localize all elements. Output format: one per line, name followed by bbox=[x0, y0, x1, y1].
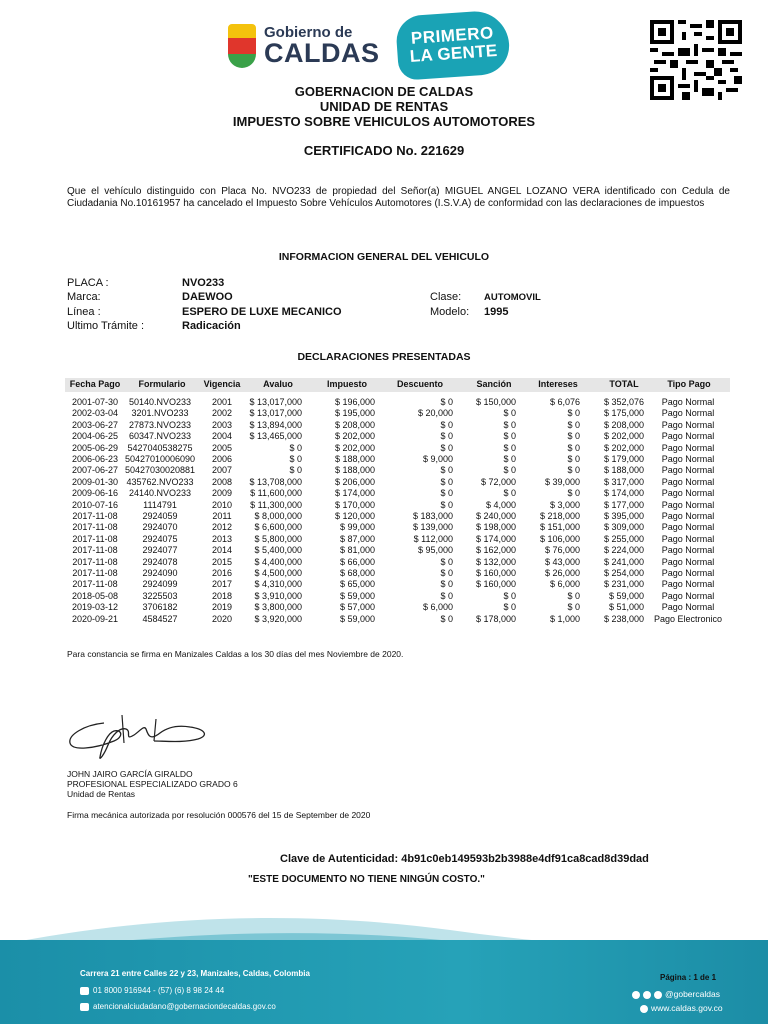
table-cell: 2002-03-04 bbox=[71, 408, 119, 419]
table-cell: $ 160,000 bbox=[475, 579, 516, 590]
table-header-cell: Fecha Pago bbox=[69, 379, 121, 389]
table-cell: Pago Normal bbox=[661, 511, 715, 521]
table-cell: Pago Normal bbox=[661, 499, 715, 510]
table-cell: 2012 bbox=[211, 522, 233, 533]
table-cell: $ 0 bbox=[567, 408, 580, 419]
table-cell: $ 4,400,000 bbox=[254, 556, 302, 567]
marca-value: DAEWOO bbox=[182, 291, 233, 303]
placa-label: PLACA : bbox=[67, 277, 109, 289]
table-cell: 2008 bbox=[211, 476, 233, 487]
table-cell: $ 208,000 bbox=[334, 419, 375, 430]
table-cell: 2924090 bbox=[142, 568, 178, 578]
table-cell: 2011 bbox=[212, 511, 232, 521]
clase-label: Clase: bbox=[430, 291, 462, 303]
table-cell: 2017-11-08 bbox=[72, 545, 118, 556]
table-header-cell: Descuento bbox=[396, 379, 443, 389]
table-cell: $ 162,000 bbox=[475, 545, 516, 556]
table-cell: 435762.NVO233 bbox=[126, 476, 194, 487]
table-cell: $ 99,000 bbox=[339, 522, 375, 533]
signer-block bbox=[67, 769, 238, 799]
table-cell: 2014 bbox=[211, 545, 233, 556]
table-cell: $ 188,000 bbox=[334, 465, 375, 476]
table-cell: $ 4,310,000 bbox=[254, 579, 302, 590]
table-cell: $ 65,000 bbox=[339, 579, 375, 590]
table-cell: 2010 bbox=[211, 499, 233, 510]
table-cell: Pago Normal bbox=[661, 590, 715, 601]
table-cell: 2017-11-08 bbox=[72, 568, 118, 578]
table-cell: 2020-09-21 bbox=[71, 613, 119, 624]
table-cell: $ 0 bbox=[440, 590, 453, 601]
linea-label: Línea : bbox=[67, 306, 101, 318]
table-cell: $ 1,000 bbox=[549, 613, 580, 624]
table-cell: 2017-11-08 bbox=[72, 533, 118, 544]
table-cell: $ 0 bbox=[503, 442, 516, 453]
table-cell: $ 66,000 bbox=[339, 556, 375, 567]
marca-label: Marca: bbox=[67, 291, 101, 303]
table-cell: $ 395,000 bbox=[603, 511, 644, 521]
table-cell: 2007-06-27 bbox=[71, 465, 119, 476]
table-cell: 2015 bbox=[211, 556, 233, 567]
signer-unit: Unidad de Rentas bbox=[67, 789, 136, 799]
table-cell: 2924070 bbox=[142, 522, 178, 533]
table-cell: $ 87,000 bbox=[339, 533, 375, 544]
signature-icon bbox=[64, 705, 224, 765]
table-cell: Pago Normal bbox=[661, 454, 715, 464]
logo-caldas-line2: CALDAS bbox=[264, 38, 380, 68]
facebook-icon[interactable] bbox=[643, 991, 651, 999]
table-cell: 2017-11-08 bbox=[72, 579, 118, 590]
table-cell: 2924059 bbox=[142, 511, 178, 521]
table-cell: 50140.NVO233 bbox=[128, 397, 192, 407]
table-cell: $ 0 bbox=[567, 419, 580, 430]
table-cell: $ 0 bbox=[503, 419, 516, 430]
table-cell: $ 177,000 bbox=[603, 499, 644, 510]
footer-web-text[interactable]: www.caldas.gov.co bbox=[651, 1003, 723, 1013]
table-cell: 2020 bbox=[211, 613, 233, 624]
table-cell: $ 202,000 bbox=[334, 431, 375, 442]
table-cell: Pago Normal bbox=[661, 397, 715, 407]
table-cell: $ 179,000 bbox=[603, 454, 644, 464]
table-cell: 2924078 bbox=[142, 556, 178, 567]
table-cell: $ 3,920,000 bbox=[254, 613, 302, 624]
tramite-value: Radicación bbox=[182, 320, 241, 332]
constancia-text: Para constancia se firma en Manizales Caldas a los 30 días del mes Noviembre de 2020. bbox=[67, 649, 404, 659]
table-cell: $ 195,000 bbox=[334, 408, 375, 419]
table-cell: 2001 bbox=[211, 397, 233, 407]
table-cell: Pago Normal bbox=[661, 533, 715, 544]
table-cell: 2017-11-08 bbox=[72, 556, 118, 567]
table-cell: $ 174,000 bbox=[334, 488, 375, 499]
table-cell: $ 0 bbox=[440, 442, 453, 453]
table-cell: $ 188,000 bbox=[603, 465, 644, 476]
table-cell: $ 352,076 bbox=[603, 397, 644, 407]
table-cell: $ 11,600,000 bbox=[250, 488, 302, 499]
title-gobernacion: GOBERNACION DE CALDAS bbox=[294, 84, 474, 99]
table-cell: $ 76,000 bbox=[544, 545, 580, 556]
table-cell: $ 0 bbox=[440, 579, 453, 590]
table-cell: $ 0 bbox=[567, 465, 580, 476]
table-cell: Pago Normal bbox=[661, 556, 715, 567]
table-cell: $ 208,000 bbox=[603, 419, 644, 430]
table-cell: $ 112,000 bbox=[413, 533, 453, 544]
signer-name: JOHN JAIRO GARCÍA GIRALDO bbox=[67, 769, 193, 779]
table-cell: $ 26,000 bbox=[544, 568, 580, 578]
table-header-cell: Impuesto bbox=[326, 379, 367, 389]
caldas-shield-icon bbox=[228, 24, 256, 68]
table-cell: 2005 bbox=[211, 442, 233, 453]
table-cell: $ 59,000 bbox=[339, 613, 375, 624]
table-cell: 2009-01-30 bbox=[71, 476, 119, 487]
certificado-number: CERTIFICADO No. 221629 bbox=[303, 143, 465, 158]
table-cell: $ 224,000 bbox=[603, 545, 644, 556]
table-cell: $ 6,000 bbox=[549, 579, 580, 590]
table-cell: $ 0 bbox=[503, 602, 516, 613]
logo-primero-line2: LA GENTE bbox=[409, 40, 499, 67]
table-cell: 2007 bbox=[211, 465, 233, 476]
table-cell: $ 72,000 bbox=[480, 476, 516, 487]
table-cell: $ 0 bbox=[440, 613, 453, 624]
table-cell: $ 3,000 bbox=[549, 499, 580, 510]
table-cell: Pago Electronico bbox=[653, 613, 723, 624]
mail-icon bbox=[80, 1003, 89, 1011]
table-cell: $ 0 bbox=[503, 408, 516, 419]
table-cell: 24140.NVO233 bbox=[128, 488, 192, 499]
phone-icon bbox=[80, 987, 89, 995]
table-cell: $ 150,000 bbox=[475, 397, 516, 407]
title-unidad-rentas: UNIDAD DE RENTAS bbox=[319, 99, 449, 114]
modelo-value: 1995 bbox=[484, 306, 509, 318]
twitter-icon[interactable] bbox=[654, 991, 662, 999]
table-cell: $ 6,000 bbox=[422, 602, 453, 613]
table-cell: $ 120,000 bbox=[334, 511, 375, 521]
table-cell: 60347.NVO233 bbox=[128, 431, 192, 442]
table-cell: $ 0 bbox=[503, 454, 516, 464]
table-cell: $ 0 bbox=[503, 431, 516, 442]
table-cell: $ 175,000 bbox=[603, 408, 644, 419]
table-cell: $ 11,300,000 bbox=[250, 499, 302, 510]
table-cell: 2016 bbox=[211, 568, 233, 578]
globe-icon bbox=[640, 1005, 648, 1013]
table-cell: 5427040538275 bbox=[127, 442, 193, 453]
table-cell: 2004 bbox=[211, 431, 233, 442]
modelo-label: Modelo: bbox=[430, 306, 470, 318]
logo-primero-line1: PRIMERO bbox=[410, 23, 495, 49]
table-cell: $ 9,000 bbox=[422, 454, 453, 464]
footer-email bbox=[80, 1002, 276, 1011]
table-cell: $ 218,000 bbox=[539, 511, 580, 521]
intro-paragraph: Que el vehículo distinguido con Placa No. NVO233 de propiedad del Señor(a) MIGUEL ANGEL LOZANO VERA identificado con Cedula de Ciudadania No.10161957 ha cancelado el Impuesto Sobre Vehículos Automotores (I.S.V.A) de conformidad con las declaraciones de impuestos bbox=[67, 186, 730, 209]
table-cell: 50427030020881 bbox=[124, 465, 196, 476]
table-cell: Pago Normal bbox=[661, 419, 715, 430]
table-cell: 50427010006090 bbox=[124, 454, 196, 464]
table-cell: $ 57,000 bbox=[339, 602, 375, 613]
title-impuesto: IMPUESTO SOBRE VEHICULOS AUTOMOTORES bbox=[232, 114, 536, 129]
footer-social-handle[interactable]: @gobercaldas bbox=[665, 989, 720, 999]
table-cell: $ 0 bbox=[440, 431, 453, 442]
clase-value: AUTOMOVIL bbox=[484, 292, 541, 303]
table-cell: $ 132,000 bbox=[475, 556, 516, 567]
table-cell: $ 51,000 bbox=[608, 602, 644, 613]
table-cell: $ 5,800,000 bbox=[254, 533, 302, 544]
table-cell: 2924099 bbox=[142, 579, 178, 590]
table-cell: $ 188,000 bbox=[334, 454, 375, 464]
table-cell: $ 0 bbox=[289, 454, 302, 464]
footer-phone bbox=[80, 986, 224, 995]
table-cell: $ 0 bbox=[440, 556, 453, 567]
table-cell: $ 8,000,000 bbox=[254, 511, 302, 521]
table-cell: $ 13,708,000 bbox=[249, 476, 302, 487]
table-cell: 3225503 bbox=[142, 590, 178, 601]
table-cell: Pago Normal bbox=[661, 488, 715, 499]
table-cell: $ 309,000 bbox=[603, 522, 644, 533]
logo-gobierno-caldas bbox=[228, 22, 388, 70]
table-cell: $ 0 bbox=[567, 590, 580, 601]
table-cell: $ 0 bbox=[503, 488, 516, 499]
table-cell: $ 170,000 bbox=[334, 499, 375, 510]
table-cell: $ 13,017,000 bbox=[249, 397, 302, 407]
table-cell: $ 68,000 bbox=[339, 568, 375, 578]
table-cell: 2010-07-16 bbox=[71, 499, 119, 510]
table-cell: $ 4,500,000 bbox=[254, 568, 302, 578]
table-cell: $ 240,000 bbox=[475, 511, 516, 521]
table-cell: $ 59,000 bbox=[339, 590, 375, 601]
table-cell: $ 202,000 bbox=[334, 442, 375, 453]
table-cell: $ 3,910,000 bbox=[254, 590, 302, 601]
table-cell: $ 183,000 bbox=[412, 511, 453, 521]
table-cell: $ 39,000 bbox=[544, 476, 580, 487]
table-header-cell: Vigencia bbox=[203, 379, 241, 389]
table-cell: $ 95,000 bbox=[417, 545, 453, 556]
table-cell: $ 174,000 bbox=[603, 488, 644, 499]
vehicle-section-title: INFORMACION GENERAL DEL VEHICULO bbox=[278, 251, 490, 263]
table-cell: $ 0 bbox=[503, 590, 516, 601]
table-header-cell: Sanción bbox=[476, 379, 512, 389]
table-cell: Pago Normal bbox=[661, 568, 715, 578]
logo-primero-la-gente bbox=[395, 9, 511, 81]
table-cell: Pago Normal bbox=[661, 431, 715, 442]
table-cell: $ 160,000 bbox=[475, 568, 516, 578]
table-cell: $ 4,000 bbox=[485, 499, 516, 510]
table-cell: $ 202,000 bbox=[603, 442, 644, 453]
table-cell: $ 0 bbox=[440, 465, 453, 476]
table-cell: $ 0 bbox=[440, 476, 453, 487]
footer-social bbox=[632, 989, 720, 999]
table-cell: 2009 bbox=[211, 488, 233, 499]
declaraciones-title: DECLARACIONES PRESENTADAS bbox=[297, 351, 471, 363]
table-header-cell: Intereses bbox=[538, 379, 578, 389]
footer-phone-text: 01 8000 916944 - (57) (6) 8 98 24 44 bbox=[93, 986, 225, 995]
table-cell: Pago Normal bbox=[661, 522, 715, 533]
table-cell: $ 81,000 bbox=[339, 545, 375, 556]
table-cell: 2009-06-16 bbox=[71, 488, 119, 499]
table-cell: 2006 bbox=[211, 454, 233, 464]
table-cell: 2017-11-08 bbox=[72, 522, 118, 533]
table-cell: 4584527 bbox=[142, 613, 178, 624]
table-cell: Pago Normal bbox=[661, 465, 715, 476]
table-header-cell: Avaluo bbox=[263, 379, 293, 389]
table-cell: $ 0 bbox=[440, 397, 453, 407]
table-cell: Pago Normal bbox=[661, 476, 715, 487]
table-cell: $ 174,000 bbox=[475, 533, 516, 544]
table-cell: $ 20,000 bbox=[417, 408, 453, 419]
table-cell: $ 0 bbox=[440, 419, 453, 430]
table-header-cell: Formulario bbox=[138, 379, 186, 389]
table-cell: $ 0 bbox=[440, 568, 453, 578]
signer-role: PROFESIONAL ESPECIALIZADO GRADO 6 bbox=[67, 779, 238, 789]
table-cell: $ 241,000 bbox=[603, 556, 644, 567]
logo-caldas-line1: Gobierno de bbox=[264, 24, 353, 41]
table-cell: 2924077 bbox=[142, 545, 178, 556]
table-cell: 2001-07-30 bbox=[71, 397, 119, 407]
table-cell: $ 13,465,000 bbox=[249, 431, 302, 442]
table-cell: Pago Normal bbox=[661, 408, 715, 419]
table-cell: Pago Normal bbox=[661, 579, 715, 590]
clave-autenticidad: Clave de Autenticidad: 4b91c0eb149593b2b3988e4df91ca8cad8d39dad bbox=[280, 853, 649, 865]
table-cell: $ 0 bbox=[440, 499, 453, 510]
page-number: Página : 1 de 1 bbox=[660, 973, 717, 982]
firma-mecanica-text: Firma mecánica autorizada por resolución 000576 del 15 de September de 2020 bbox=[67, 810, 371, 820]
table-cell: $ 106,000 bbox=[539, 533, 580, 544]
table-cell: 2017-11-08 bbox=[72, 511, 118, 521]
table-cell: $ 317,000 bbox=[603, 476, 644, 487]
instagram-icon[interactable] bbox=[632, 991, 640, 999]
table-cell: $ 13,017,000 bbox=[249, 408, 302, 419]
table-cell: $ 0 bbox=[567, 454, 580, 464]
table-cell: 2002 bbox=[211, 408, 233, 419]
table-cell: 3201.NVO233 bbox=[131, 408, 189, 419]
costo-notice: "ESTE DOCUMENTO NO TIENE NINGÚN COSTO." bbox=[248, 874, 485, 885]
table-cell: $ 0 bbox=[440, 488, 453, 499]
table-cell: $ 0 bbox=[289, 465, 302, 476]
table-cell: Pago Normal bbox=[661, 442, 715, 453]
table-cell: $ 139,000 bbox=[412, 522, 453, 533]
table-cell: Pago Normal bbox=[661, 602, 715, 613]
table-cell: $ 0 bbox=[503, 465, 516, 476]
table-cell: $ 6,600,000 bbox=[254, 522, 302, 533]
table-cell: $ 0 bbox=[567, 442, 580, 453]
table-cell: $ 198,000 bbox=[475, 522, 516, 533]
table-cell: $ 0 bbox=[567, 488, 580, 499]
table-cell: 3706182 bbox=[142, 602, 178, 613]
table-cell: $ 238,000 bbox=[603, 613, 644, 624]
table-cell: 27873.NVO233 bbox=[128, 419, 192, 430]
table-cell: $ 0 bbox=[567, 431, 580, 442]
table-header-cell: Tipo Pago bbox=[667, 379, 711, 389]
table-cell: 2019-03-12 bbox=[71, 602, 119, 613]
table-cell: $ 231,000 bbox=[603, 579, 644, 590]
placa-value: NVO233 bbox=[182, 277, 225, 289]
table-cell: 2017 bbox=[211, 579, 233, 590]
table-cell: $ 151,000 bbox=[539, 522, 580, 533]
table-cell: 2018-05-08 bbox=[71, 590, 119, 601]
table-header-cell: TOTAL bbox=[609, 379, 639, 389]
tramite-label: Ultimo Trámite : bbox=[67, 320, 145, 332]
table-cell: 1114791 bbox=[143, 499, 177, 510]
table-cell: Pago Normal bbox=[661, 545, 715, 556]
table-cell: $ 0 bbox=[289, 442, 302, 453]
table-cell: 2006-06-23 bbox=[71, 454, 119, 464]
table-cell: 2018 bbox=[211, 590, 233, 601]
table-cell: $ 6,076 bbox=[549, 397, 580, 407]
table-cell: $ 43,000 bbox=[544, 556, 580, 567]
table-cell: 2924075 bbox=[142, 533, 178, 544]
table-cell: $ 206,000 bbox=[334, 476, 375, 487]
table-cell: $ 178,000 bbox=[475, 613, 516, 624]
table-cell: 2004-06-25 bbox=[71, 431, 119, 442]
footer-web bbox=[640, 1003, 723, 1013]
table-cell: $ 202,000 bbox=[603, 431, 644, 442]
footer-address: Carrera 21 entre Calles 22 y 23, Manizales, Caldas, Colombia bbox=[80, 969, 310, 978]
table-cell: 2019 bbox=[211, 602, 233, 613]
table-cell: $ 0 bbox=[567, 602, 580, 613]
table-cell: $ 5,400,000 bbox=[254, 545, 302, 556]
table-cell: $ 13,894,000 bbox=[249, 419, 302, 430]
linea-value: ESPERO DE LUXE MECANICO bbox=[182, 306, 342, 318]
table-cell: 2013 bbox=[211, 533, 233, 544]
table-cell: $ 254,000 bbox=[603, 568, 644, 578]
table-cell: 2005-06-29 bbox=[71, 442, 119, 453]
footer-email-text[interactable]: atencionalciudadano@gobernaciondecaldas.gov.co bbox=[93, 1002, 276, 1011]
table-cell: $ 196,000 bbox=[334, 397, 375, 407]
table-cell: 2003 bbox=[211, 419, 233, 430]
table-cell: $ 59,000 bbox=[608, 590, 644, 601]
table-cell: $ 255,000 bbox=[603, 533, 644, 544]
table-cell: $ 3,800,000 bbox=[254, 602, 302, 613]
table-cell: 2003-06-27 bbox=[71, 419, 119, 430]
